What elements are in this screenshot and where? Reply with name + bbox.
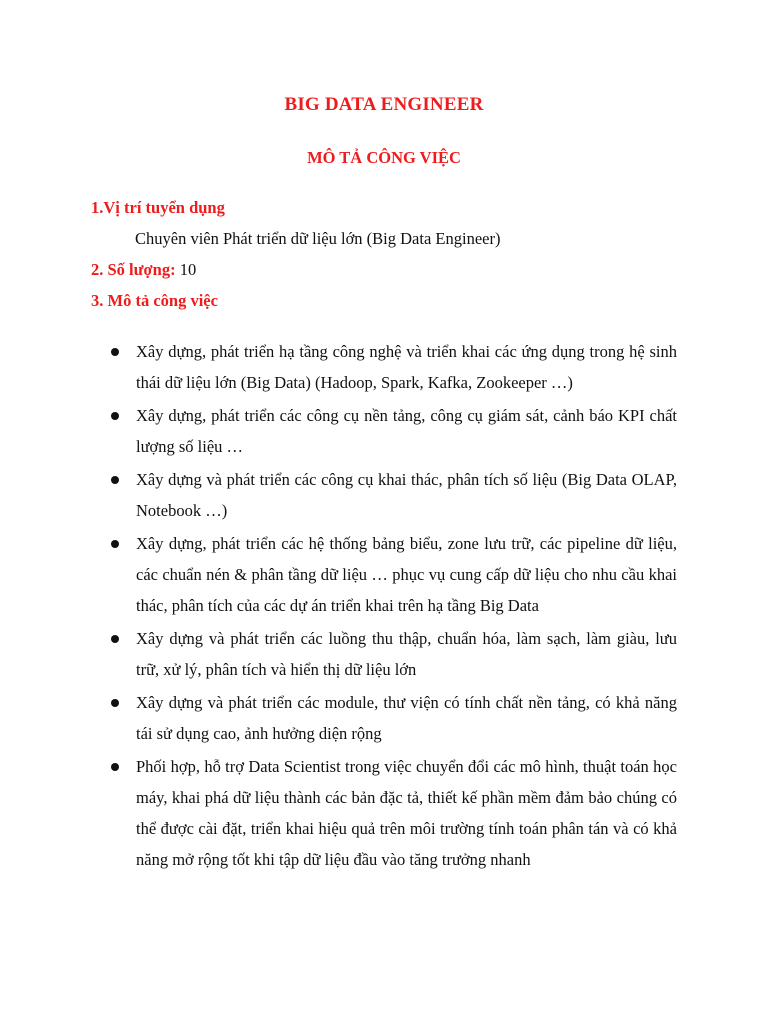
quantity-heading: 2. Số lượng:: [91, 260, 176, 279]
list-item: [111, 687, 677, 749]
bullet-icon: [111, 635, 119, 643]
document-title: BIG DATA ENGINEER: [284, 94, 484, 115]
bullet-icon: [111, 540, 119, 548]
bullet-icon: [111, 348, 119, 356]
list-item: [111, 751, 677, 875]
list-item: [111, 464, 677, 526]
bullet-icon: [111, 699, 119, 707]
list-item-text: Xây dựng và phát triển các luồng thu thập, chuẩn hóa, làm sạch, làm giàu, lưu trữ, xử lý, phân tích và hiển thị dữ liệu lớn: [136, 629, 677, 679]
description-heading: 3. Mô tả công việc: [91, 291, 218, 310]
description-list: [111, 336, 677, 877]
list-item-text: Xây dựng, phát triển hạ tầng công nghệ và triển khai các ứng dụng trong hệ sinh thái dữ liệu lớn (Big Data) (Hadoop, Spark, Kafka, Zookeeper …): [136, 342, 677, 392]
list-item: [111, 528, 677, 621]
document-subtitle: MÔ TẢ CÔNG VIỆC: [307, 148, 461, 167]
list-item: [111, 336, 677, 398]
position-heading: 1.Vị trí tuyển dụng: [91, 198, 225, 217]
list-item-text: Xây dựng, phát triển các công cụ nền tảng, công cụ giám sát, cảnh báo KPI chất lượng số liệu …: [136, 406, 677, 456]
list-item-text: Xây dựng, phát triển các hệ thống bảng biểu, zone lưu trữ, các pipeline dữ liệu, các chuẩn nén & phân tầng dữ liệu … phục vụ cung cấp dữ liệu cho nhu cầu khai thác, phân tích của các dự án triển khai trên hạ tầng Big Data: [136, 534, 677, 615]
list-item-text: Phối hợp, hỗ trợ Data Scientist trong việc chuyển đổi các mô hình, thuật toán học máy, khai phá dữ liệu thành các bản đặc tả, thiết kế phần mềm đảm bảo chúng có thể được cài đặt, triển khai hiệu quả trên môi trường tính toán phân tán và có khả năng mở rộng tốt khi tập dữ liệu đầu vào tăng trưởng nhanh: [136, 757, 677, 869]
position-value: Chuyên viên Phát triển dữ liệu lớn (Big Data Engineer): [135, 229, 501, 248]
list-item: [111, 400, 677, 462]
list-item-text: Xây dựng và phát triển các công cụ khai thác, phân tích số liệu (Big Data OLAP, Notebook …): [136, 470, 677, 520]
list-item-text: Xây dựng và phát triển các module, thư viện có tính chất nền tảng, có khả năng tái sử dụng cao, ảnh hưởng diện rộng: [136, 693, 677, 743]
quantity-line: [91, 260, 196, 280]
quantity-value: 10: [175, 260, 197, 279]
bullet-icon: [111, 476, 119, 484]
bullet-icon: [111, 412, 119, 420]
bullet-icon: [111, 763, 119, 771]
list-item: [111, 623, 677, 685]
